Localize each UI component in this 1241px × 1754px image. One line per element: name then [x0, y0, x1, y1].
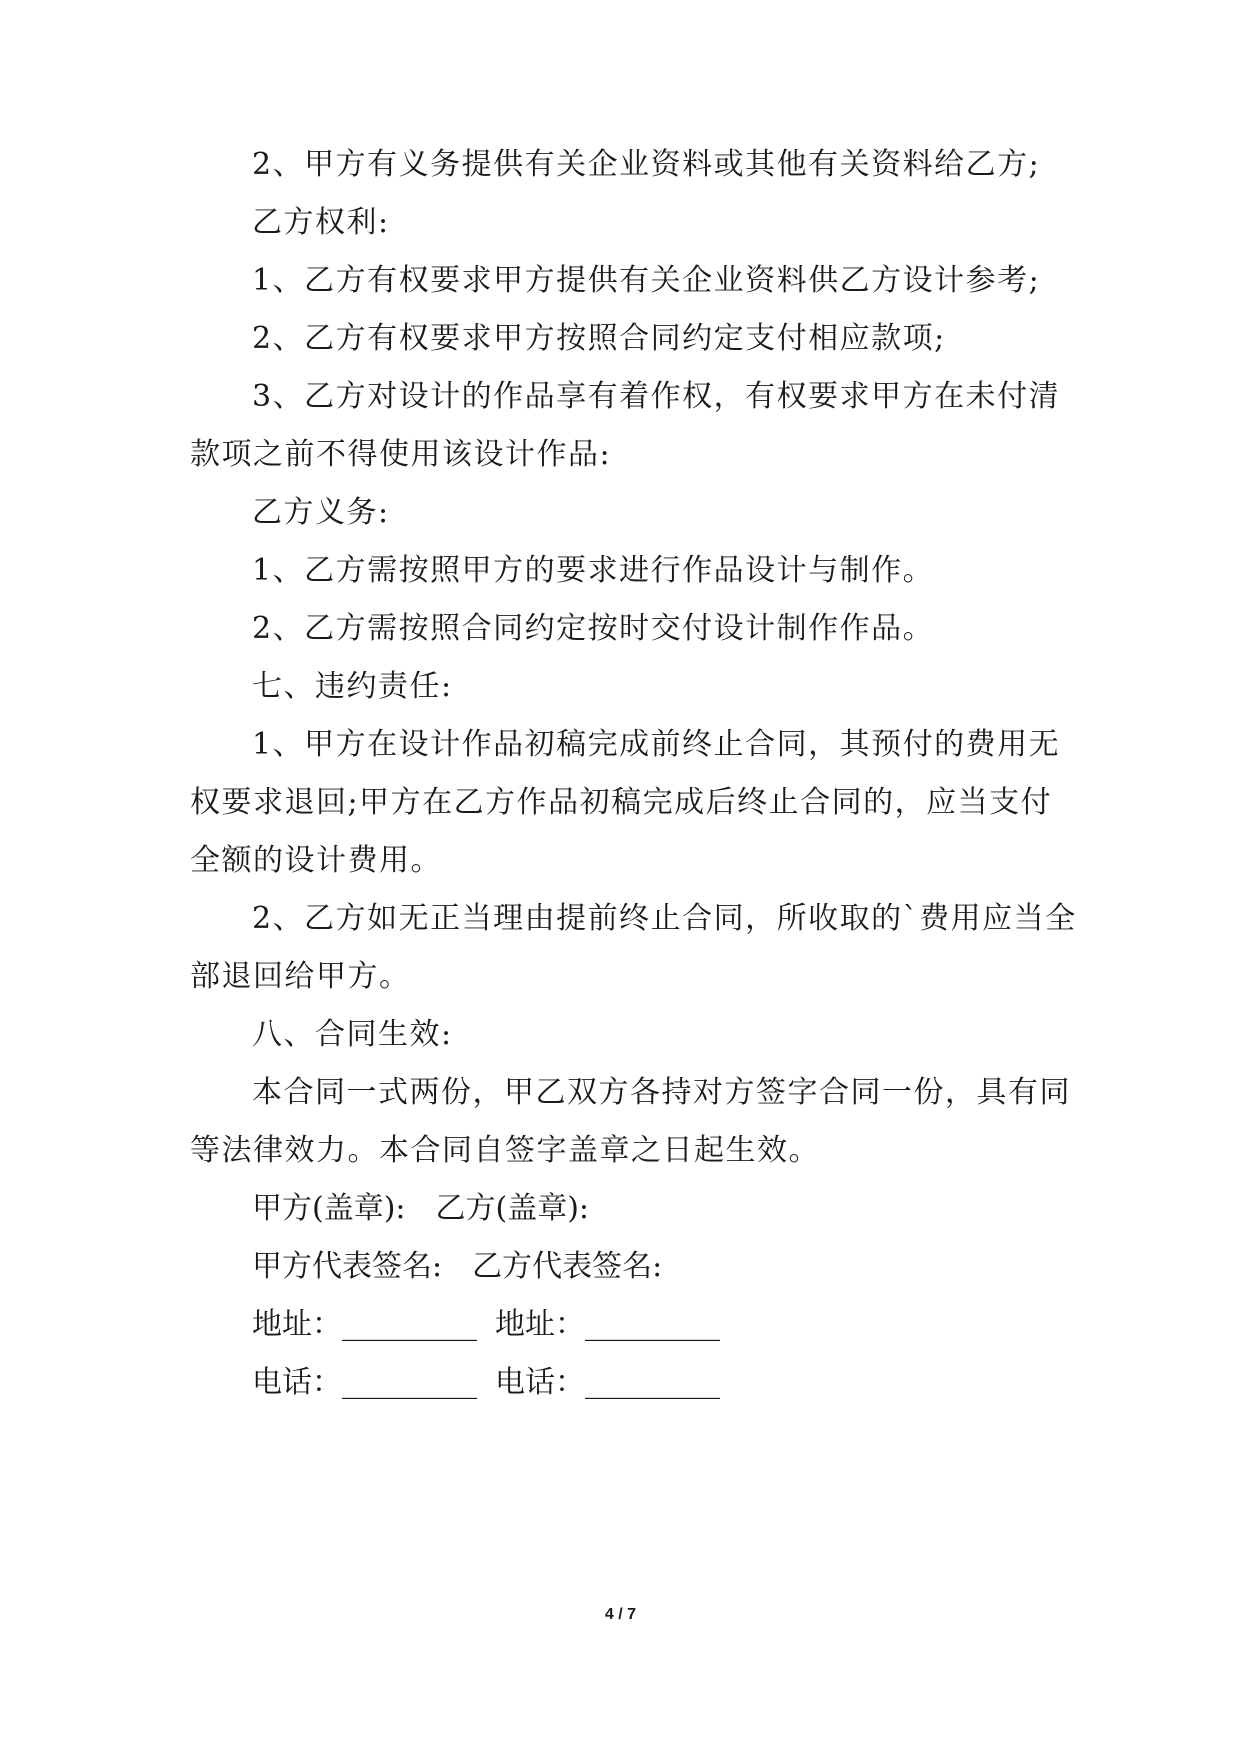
paragraph-breach-1-line2: 权要求退回;甲方在乙方作品初稿完成后终止合同的，应当支付	[190, 785, 1053, 820]
paragraph-contract-effect-line2: 等法律效力。本合同自签字盖章之日起生效。	[190, 1133, 820, 1168]
party-b-address-field: 地址：_________	[495, 1307, 720, 1342]
party-a-seal-label: 甲方(盖章):	[252, 1191, 406, 1226]
party-b-phone-field: 电话：_________	[495, 1365, 720, 1400]
paragraph-breach-2-line1: 2、乙方如无正当理由提前终止合同，所收取的`费用应当全	[252, 901, 1077, 936]
paragraph-party-b-right-3-line2: 款项之前不得使用该设计作品:	[190, 437, 612, 472]
party-a-representative-label: 甲方代表签名:	[252, 1249, 443, 1284]
paragraph-party-b-obligation-1: 1、乙方需按照甲方的要求进行作品设计与制作。	[252, 553, 935, 588]
paragraph-party-b-right-1: 1、乙方有权要求甲方提供有关企业资料供乙方设计参考;	[252, 263, 1041, 298]
paragraph-party-a-obligation-2: 2、甲方有义务提供有关企业资料或其他有关资料给乙方;	[252, 147, 1041, 182]
page-number: 4 / 7	[604, 1606, 637, 1623]
party-b-representative-label: 乙方代表签名:	[472, 1249, 663, 1284]
paragraph-breach-2-line2: 部退回给甲方。	[190, 959, 411, 994]
paragraph-party-b-right-3-line1: 3、乙方对设计的作品享有着作权，有权要求甲方在未付清	[252, 379, 1061, 414]
signature-seal-row	[252, 1184, 589, 1234]
heading-party-b-obligations: 乙方义务:	[252, 495, 390, 530]
paragraph-party-b-obligation-2: 2、乙方需按照合同约定按时交付设计制作作品。	[252, 611, 935, 646]
heading-party-b-rights: 乙方权利:	[252, 205, 390, 240]
paragraph-breach-1-line3: 全额的设计费用。	[190, 843, 442, 878]
signature-representative-row	[252, 1242, 662, 1292]
signature-phone-row	[252, 1358, 720, 1408]
paragraph-breach-1-line1: 1、甲方在设计作品初稿完成前终止合同，其预付的费用无	[252, 727, 1061, 762]
party-a-phone-field: 电话：_________	[252, 1365, 477, 1400]
party-b-seal-label: 乙方(盖章):	[435, 1191, 590, 1226]
heading-breach-liability: 七、违约责任:	[252, 669, 453, 704]
signature-address-row	[252, 1300, 720, 1350]
heading-contract-effect: 八、合同生效:	[252, 1017, 453, 1052]
paragraph-contract-effect-line1: 本合同一式两份，甲乙双方各持对方签字合同一份，具有同	[252, 1075, 1071, 1110]
paragraph-party-b-right-2: 2、乙方有权要求甲方按照合同约定支付相应款项;	[252, 321, 946, 356]
party-a-address-field: 地址：_________	[252, 1307, 477, 1342]
